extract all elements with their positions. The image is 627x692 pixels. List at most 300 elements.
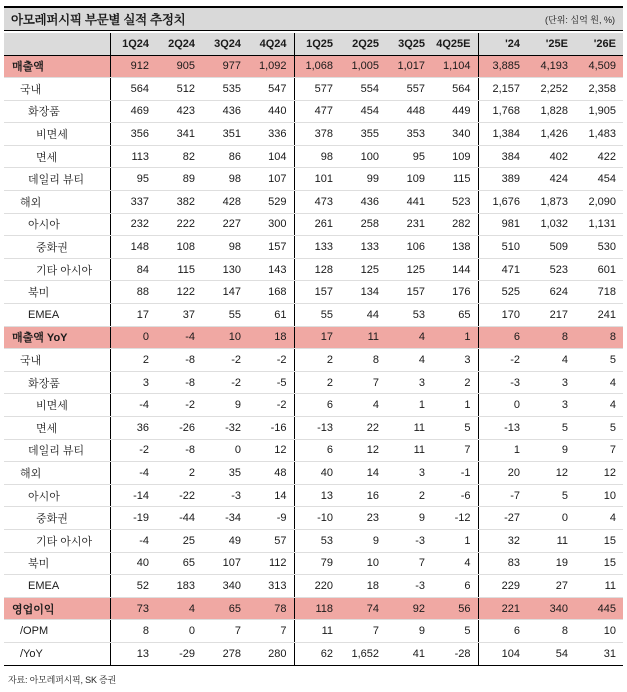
table-row [4,417,623,440]
value-cell: 7 [340,620,386,643]
value-cell: 10 [202,326,248,349]
value-cell: 8 [340,349,386,372]
value-cell: 2 [432,371,478,394]
value-cell: 109 [386,168,432,191]
table-row [4,236,623,259]
value-cell: 428 [202,191,248,214]
table-row [4,349,623,372]
value-cell: 6 [294,394,340,417]
value-cell: 7 [248,620,294,643]
value-cell: -3 [386,529,432,552]
value-cell: 73 [110,597,156,620]
value-cell: 4 [156,597,202,620]
value-cell: 113 [110,145,156,168]
value-cell: 509 [527,236,575,259]
value-cell: 1,017 [386,55,432,78]
row-label: 데일리 뷰티 [4,439,110,462]
value-cell: 222 [156,213,202,236]
value-cell: -14 [110,484,156,507]
value-cell: 8 [527,620,575,643]
value-cell: 355 [340,123,386,146]
value-cell: -44 [156,507,202,530]
value-cell: 5 [575,417,623,440]
value-cell: 1,092 [248,55,294,78]
value-cell: 469 [110,100,156,123]
value-cell: 88 [110,281,156,304]
value-cell: 112 [248,552,294,575]
value-cell: 122 [156,281,202,304]
value-cell: 2 [156,462,202,485]
value-cell: 133 [340,236,386,259]
value-cell: 529 [248,191,294,214]
value-cell: 0 [156,620,202,643]
value-cell: 905 [156,55,202,78]
value-cell: 106 [386,236,432,259]
value-cell: 258 [340,213,386,236]
value-cell: 1,131 [575,213,623,236]
value-cell: 78 [248,597,294,620]
value-cell: -27 [478,507,527,530]
value-cell: 340 [527,597,575,620]
value-cell: 3 [432,349,478,372]
value-cell: 128 [294,258,340,281]
value-cell: 53 [294,529,340,552]
row-label: 매출액 YoY [4,326,110,349]
value-cell: 54 [527,642,575,665]
value-cell: 2,157 [478,78,527,101]
report-page [4,6,623,686]
value-cell: 61 [248,304,294,327]
value-cell: 981 [478,213,527,236]
table-row [4,462,623,485]
value-cell: 12 [575,462,623,485]
value-cell: 1 [432,394,478,417]
row-label: 매출액 [4,55,110,78]
row-label: 면세 [4,145,110,168]
value-cell: 108 [156,236,202,259]
value-cell: 100 [340,145,386,168]
value-cell: 1 [432,326,478,349]
value-cell: 104 [248,145,294,168]
value-cell: 53 [386,304,432,327]
value-cell: 9 [527,439,575,462]
value-cell: 1 [386,394,432,417]
value-cell: 477 [294,100,340,123]
value-cell: 1,873 [527,191,575,214]
table-body [4,55,623,665]
value-cell: 389 [478,168,527,191]
value-cell: 232 [110,213,156,236]
estimates-table [4,33,623,666]
row-label: 비면세 [4,123,110,146]
value-cell: 6 [478,326,527,349]
value-cell: 523 [432,191,478,214]
table-row [4,597,623,620]
value-cell: 23 [340,507,386,530]
value-cell: 17 [110,304,156,327]
value-cell: 74 [340,597,386,620]
value-cell: 441 [386,191,432,214]
value-cell: 157 [386,281,432,304]
value-cell: 220 [294,575,340,598]
row-label: 기타 아시아 [4,258,110,281]
value-cell: 2,252 [527,78,575,101]
table-row [4,326,623,349]
value-cell: 564 [432,78,478,101]
value-cell: 40 [110,552,156,575]
value-cell: 3 [527,394,575,417]
value-cell: 7 [202,620,248,643]
value-cell: -32 [202,417,248,440]
value-cell: 221 [478,597,527,620]
value-cell: 977 [202,55,248,78]
value-cell: -4 [156,326,202,349]
value-cell: -13 [294,417,340,440]
col-header: 4Q24 [248,33,294,55]
value-cell: 115 [156,258,202,281]
value-cell: 14 [248,484,294,507]
value-cell: 1,483 [575,123,623,146]
value-cell: 15 [575,552,623,575]
value-cell: 49 [202,529,248,552]
value-cell: -8 [156,349,202,372]
value-cell: 7 [340,371,386,394]
row-label: 국내 [4,349,110,372]
value-cell: 261 [294,213,340,236]
value-cell: 6 [294,439,340,462]
value-cell: 13 [294,484,340,507]
value-cell: 337 [110,191,156,214]
value-cell: 11 [575,575,623,598]
table-row [4,529,623,552]
value-cell: 82 [156,145,202,168]
value-cell: 18 [248,326,294,349]
value-cell: -22 [156,484,202,507]
value-cell: 601 [575,258,623,281]
value-cell: -4 [110,394,156,417]
value-cell: 523 [527,258,575,281]
value-cell: 341 [156,123,202,146]
row-label: 북미 [4,281,110,304]
value-cell: 40 [294,462,340,485]
value-cell: 118 [294,597,340,620]
value-cell: 32 [478,529,527,552]
value-cell: 37 [156,304,202,327]
value-cell: 1,828 [527,100,575,123]
value-cell: -29 [156,642,202,665]
value-cell: 7 [432,439,478,462]
value-cell: 5 [575,349,623,372]
value-cell: 20 [478,462,527,485]
value-cell: 351 [202,123,248,146]
value-cell: 8 [527,326,575,349]
value-cell: 577 [294,78,340,101]
value-cell: 4 [340,394,386,417]
value-cell: 1,384 [478,123,527,146]
value-cell: 535 [202,78,248,101]
value-cell: 510 [478,236,527,259]
value-cell: 1,652 [340,642,386,665]
value-cell: 2 [294,371,340,394]
value-cell: -12 [432,507,478,530]
value-cell: 0 [202,439,248,462]
value-cell: -9 [248,507,294,530]
value-cell: 313 [248,575,294,598]
value-cell: 557 [386,78,432,101]
value-cell: 718 [575,281,623,304]
value-cell: 4 [575,394,623,417]
value-cell: 241 [575,304,623,327]
table-row [4,100,623,123]
row-label: /YoY [4,642,110,665]
value-cell: -6 [432,484,478,507]
table-row [4,168,623,191]
value-cell: -28 [432,642,478,665]
table-row [4,213,623,236]
table-row [4,258,623,281]
value-cell: 227 [202,213,248,236]
table-title-bar [4,6,623,31]
row-label: 영업이익 [4,597,110,620]
value-cell: 336 [248,123,294,146]
value-cell: 115 [432,168,478,191]
value-cell: 9 [386,507,432,530]
value-cell: 1 [478,439,527,462]
value-cell: 424 [527,168,575,191]
value-cell: -10 [294,507,340,530]
value-cell: 1,104 [432,55,478,78]
value-cell: 11 [386,417,432,440]
value-cell: 912 [110,55,156,78]
value-cell: -7 [478,484,527,507]
value-cell: 92 [386,597,432,620]
value-cell: 0 [478,394,527,417]
col-header: 1Q25 [294,33,340,55]
row-label: 중화권 [4,507,110,530]
value-cell: 1,068 [294,55,340,78]
value-cell: 2 [386,484,432,507]
value-cell: 448 [386,100,432,123]
value-cell: 95 [110,168,156,191]
value-cell: 9 [386,620,432,643]
value-cell: 7 [575,439,623,462]
value-cell: 9 [202,394,248,417]
value-cell: 101 [294,168,340,191]
value-cell: -2 [248,394,294,417]
row-label: 기타 아시아 [4,529,110,552]
value-cell: 547 [248,78,294,101]
value-cell: 55 [294,304,340,327]
value-cell: 148 [110,236,156,259]
table-row [4,145,623,168]
value-cell: 525 [478,281,527,304]
col-header: 2Q25 [340,33,386,55]
value-cell: 170 [478,304,527,327]
value-cell: 36 [110,417,156,440]
value-cell: 4 [386,326,432,349]
value-cell: 98 [294,145,340,168]
table-row [4,371,623,394]
value-cell: -4 [110,462,156,485]
value-cell: 3 [110,371,156,394]
table-row [4,191,623,214]
value-cell: 0 [527,507,575,530]
value-cell: 12 [248,439,294,462]
value-cell: 17 [294,326,340,349]
value-cell: 7 [386,552,432,575]
value-cell: 471 [478,258,527,281]
source-note: 자료: 아모레퍼시픽, SK 증권 [8,674,117,685]
value-cell: 422 [575,145,623,168]
table-row [4,484,623,507]
value-cell: 382 [156,191,202,214]
value-cell: 8 [110,620,156,643]
value-cell: -8 [156,439,202,462]
value-cell: 65 [432,304,478,327]
value-cell: 147 [202,281,248,304]
row-label: 면세 [4,417,110,440]
value-cell: 564 [110,78,156,101]
value-cell: 107 [202,552,248,575]
col-header: '25E [527,33,575,55]
value-cell: 3 [386,462,432,485]
table-row [4,575,623,598]
value-cell: -2 [202,349,248,372]
value-cell: 3 [527,371,575,394]
value-cell: 98 [202,236,248,259]
value-cell: 1,676 [478,191,527,214]
row-label: 북미 [4,552,110,575]
value-cell: -2 [110,439,156,462]
value-cell: 440 [248,100,294,123]
value-cell: 183 [156,575,202,598]
value-cell: 4 [432,552,478,575]
table-row [4,642,623,665]
row-label-column-header [4,33,110,55]
value-cell: 10 [340,552,386,575]
value-cell: 9 [340,529,386,552]
value-cell: 25 [156,529,202,552]
value-cell: 5 [432,620,478,643]
value-cell: 62 [294,642,340,665]
value-cell: 4,509 [575,55,623,78]
value-cell: -3 [478,371,527,394]
value-cell: 300 [248,213,294,236]
value-cell: -2 [202,371,248,394]
value-cell: 10 [575,484,623,507]
row-label: 국내 [4,78,110,101]
col-header: 3Q24 [202,33,248,55]
value-cell: 65 [202,597,248,620]
table-row [4,394,623,417]
value-cell: 530 [575,236,623,259]
row-label: 아시아 [4,213,110,236]
value-cell: 1,768 [478,100,527,123]
value-cell: 217 [527,304,575,327]
value-cell: 35 [202,462,248,485]
value-cell: 340 [432,123,478,146]
value-cell: 282 [432,213,478,236]
value-cell: 378 [294,123,340,146]
value-cell: 12 [340,439,386,462]
value-cell: 125 [386,258,432,281]
value-cell: 11 [527,529,575,552]
value-cell: 14 [340,462,386,485]
value-cell: 1,005 [340,55,386,78]
row-label: 아시아 [4,484,110,507]
unit-note: (단위: 십억 원, %) [545,14,615,25]
value-cell: 8 [575,326,623,349]
value-cell: 168 [248,281,294,304]
col-header: 2Q24 [156,33,202,55]
row-label: 비면세 [4,394,110,417]
value-cell: 1,032 [527,213,575,236]
value-cell: 95 [386,145,432,168]
value-cell: 125 [340,258,386,281]
value-cell: 402 [527,145,575,168]
value-cell: 353 [386,123,432,146]
value-cell: 445 [575,597,623,620]
value-cell: -3 [386,575,432,598]
col-header: '26E [575,33,623,55]
value-cell: 5 [432,417,478,440]
value-cell: 2,358 [575,78,623,101]
row-label: 화장품 [4,371,110,394]
row-label: 데일리 뷰티 [4,168,110,191]
value-cell: 278 [202,642,248,665]
value-cell: -19 [110,507,156,530]
value-cell: -1 [432,462,478,485]
value-cell: 340 [202,575,248,598]
value-cell: 1,905 [575,100,623,123]
value-cell: 15 [575,529,623,552]
col-header: '24 [478,33,527,55]
value-cell: 2 [110,349,156,372]
value-cell: 18 [340,575,386,598]
value-cell: -16 [248,417,294,440]
table-row [4,507,623,530]
value-cell: 231 [386,213,432,236]
value-cell: 27 [527,575,575,598]
value-cell: 55 [202,304,248,327]
value-cell: 12 [527,462,575,485]
value-cell: 4,193 [527,55,575,78]
value-cell: 84 [110,258,156,281]
value-cell: 512 [156,78,202,101]
value-cell: 6 [432,575,478,598]
value-cell: 1 [432,529,478,552]
value-cell: 4 [575,371,623,394]
table-header-row [4,33,623,55]
row-label: EMEA [4,304,110,327]
value-cell: 52 [110,575,156,598]
value-cell: 2 [294,349,340,372]
col-header: 1Q24 [110,33,156,55]
row-label: 해외 [4,462,110,485]
value-cell: 624 [527,281,575,304]
value-cell: 57 [248,529,294,552]
value-cell: 436 [202,100,248,123]
value-cell: -8 [156,371,202,394]
value-cell: 4 [575,507,623,530]
table-row [4,620,623,643]
value-cell: 2,090 [575,191,623,214]
value-cell: 48 [248,462,294,485]
value-cell: 436 [340,191,386,214]
value-cell: 3,885 [478,55,527,78]
value-cell: 107 [248,168,294,191]
value-cell: 454 [575,168,623,191]
